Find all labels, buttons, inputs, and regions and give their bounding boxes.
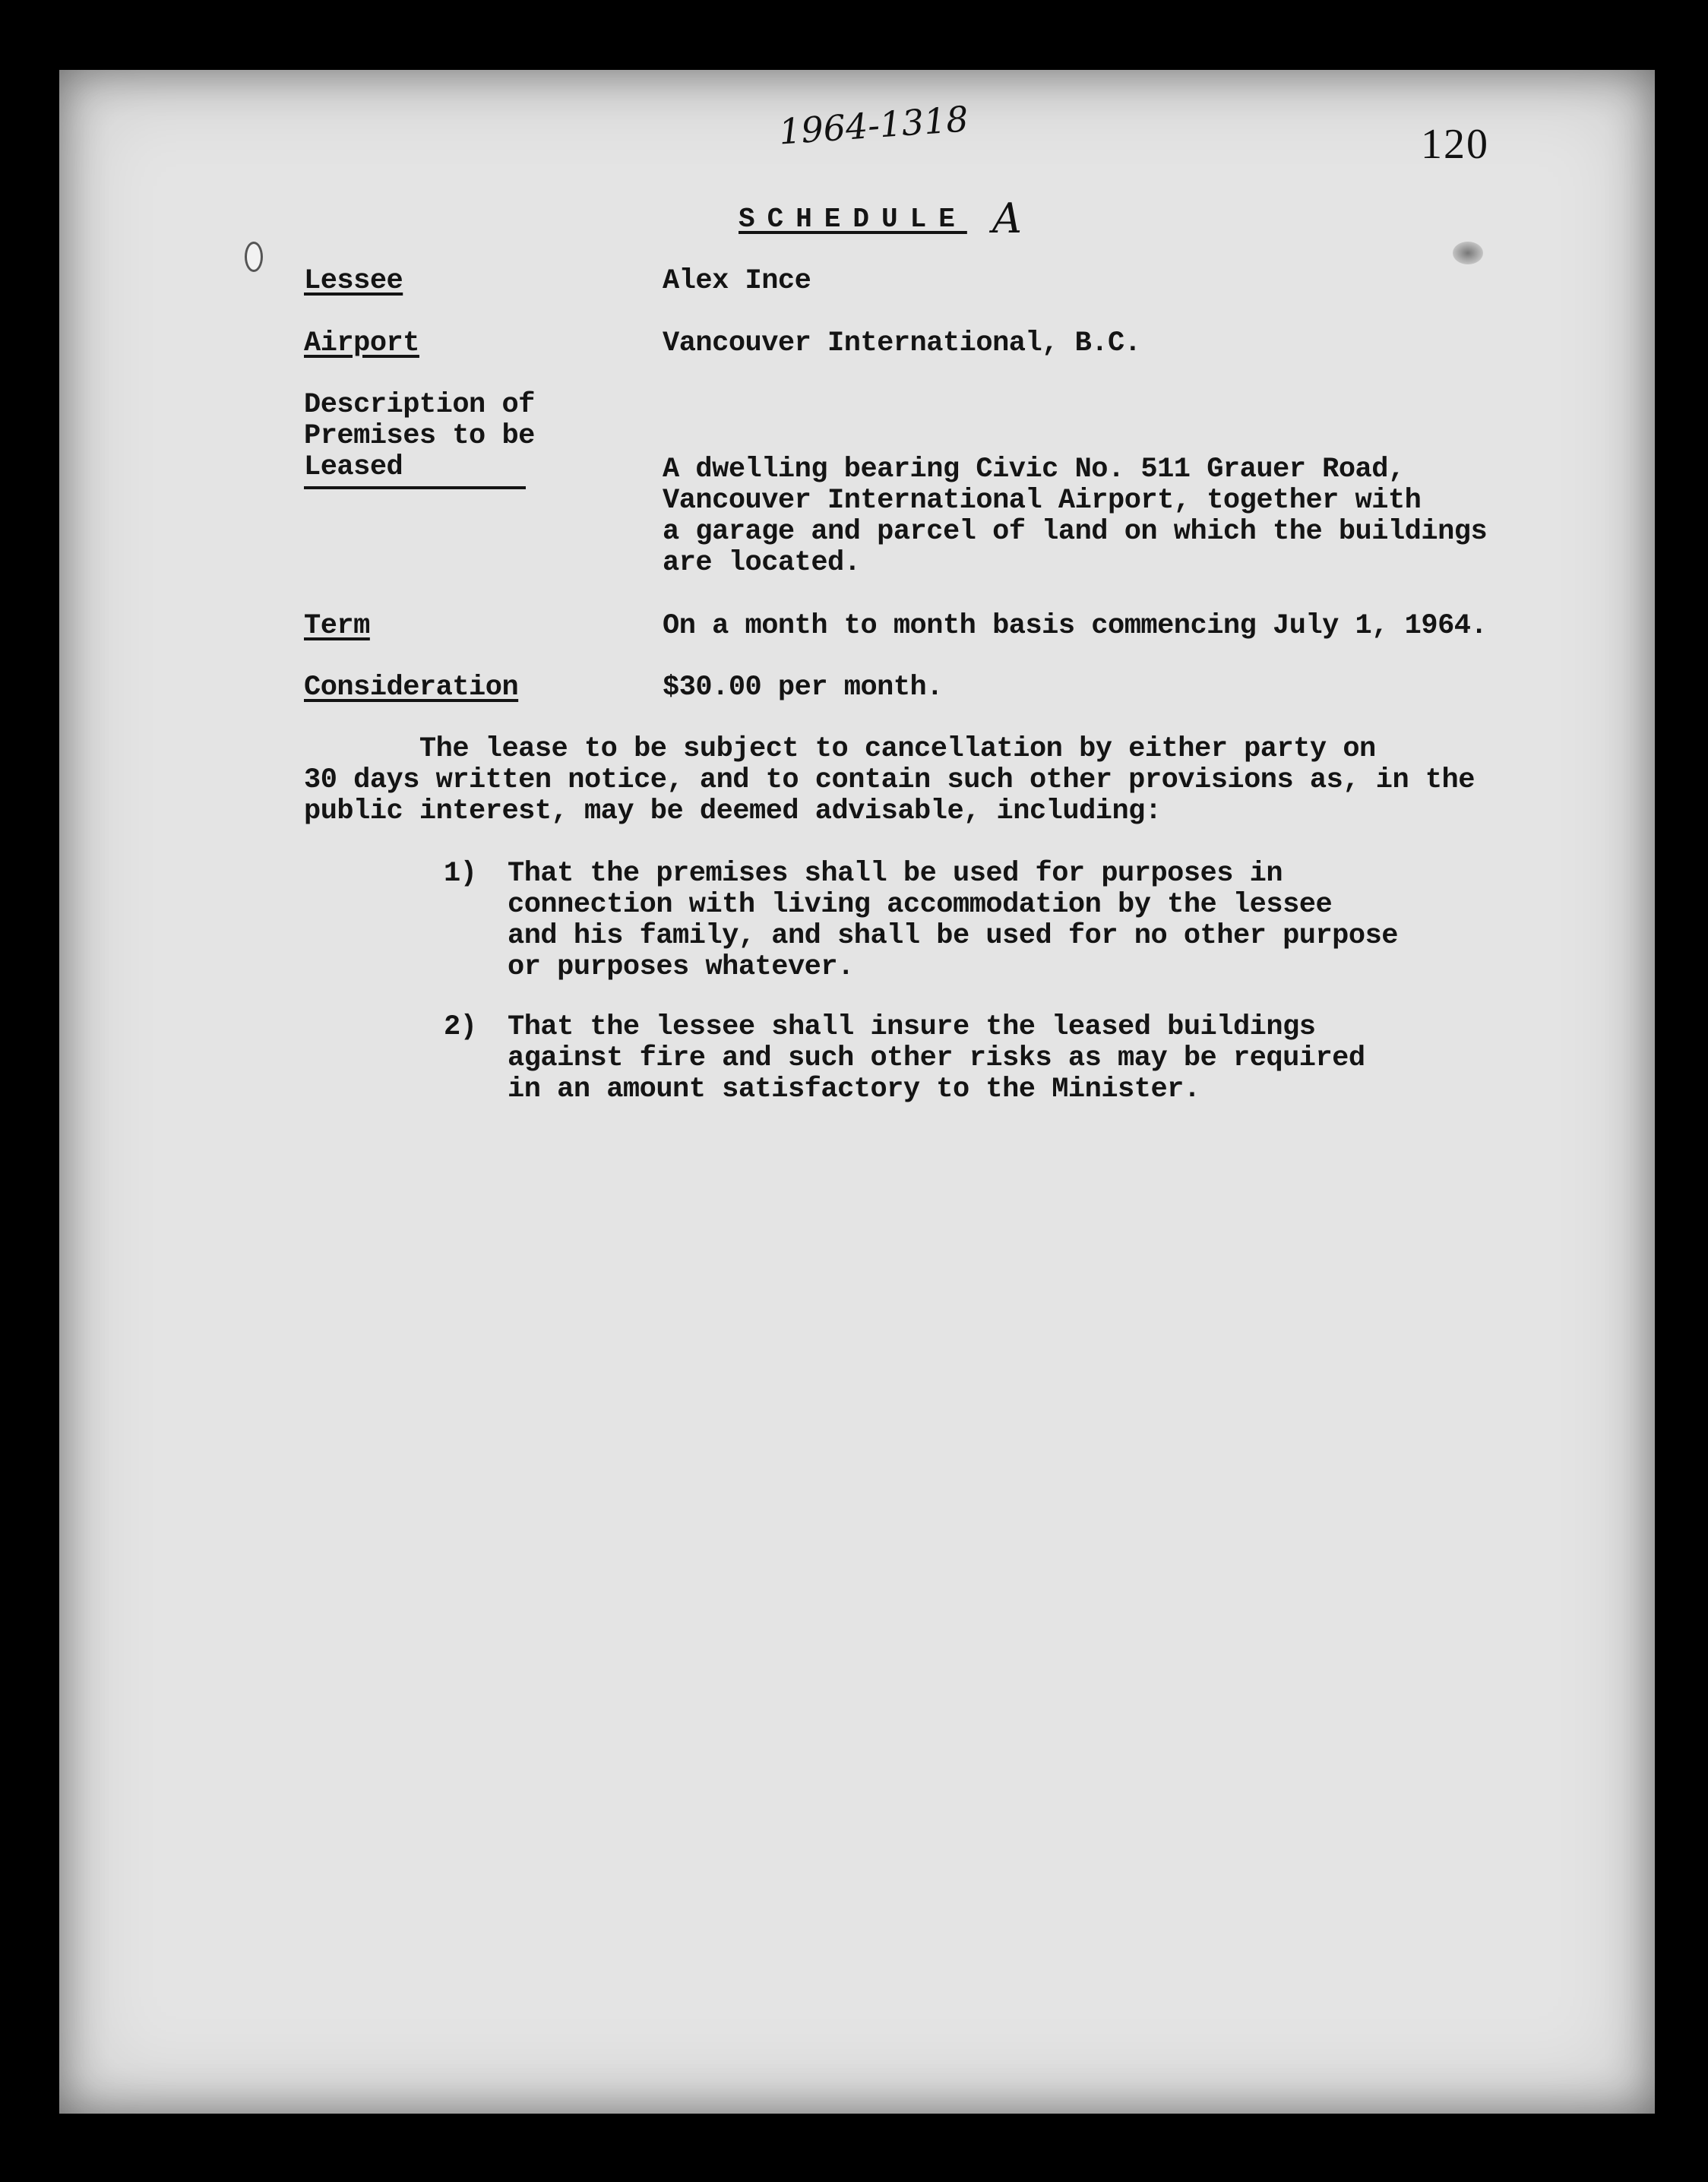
consideration-value: $30.00 per month. [663, 672, 943, 704]
condition-2-line-2: against fire and such other risks as may be required [508, 1042, 1365, 1074]
condition-1-number: 1) [444, 858, 477, 890]
premises-label-line-1: Description of [304, 389, 535, 421]
body-line-2: 30 days written notice, and to contain such other provisions as, in the [304, 764, 1475, 796]
consideration-label: Consideration [304, 672, 519, 704]
lessee-value: Alex Ince [663, 265, 811, 297]
airport-value: Vancouver International, B.C. [663, 327, 1141, 359]
airport-label: Airport [304, 327, 419, 359]
condition-1-line-1: That the premises shall be used for purposes in [508, 858, 1283, 890]
schedule-letter-handwritten: A [992, 194, 1022, 242]
premises-value-line-1: A dwelling bearing Civic No. 511 Grauer Road, [663, 454, 1405, 485]
body-line-1: The lease to be subject to cancellation by either party on [304, 733, 1376, 765]
handwritten-file-reference: 1964-1318 [777, 98, 970, 153]
premises-value-line-4: are located. [663, 547, 861, 579]
page-number: 120 [1421, 121, 1489, 168]
condition-1-line-2: connection with living accommodation by the lessee [508, 889, 1333, 921]
premises-value-line-2: Vancouver International Airport, together with [663, 485, 1422, 517]
ink-smudge [1453, 242, 1483, 264]
condition-2-line-3: in an amount satisfactory to the Minister. [508, 1074, 1200, 1105]
lessee-label: Lessee [304, 265, 403, 297]
premises-value-line-3: a garage and parcel of land on which the buildings [663, 516, 1488, 548]
term-label: Term [304, 610, 370, 642]
body-line-3: public interest, may be deemed advisable, including: [304, 795, 1162, 827]
condition-1-line-3: and his family, and shall be used for no other purpose [508, 920, 1398, 952]
condition-2-line-1: That the lessee shall insure the leased buildings [508, 1011, 1316, 1043]
premises-label-line-3: Leased [304, 451, 403, 483]
term-value: On a month to month basis commencing July 1, 1964. [663, 610, 1488, 642]
punch-hole-mark [245, 242, 263, 272]
condition-2-number: 2) [444, 1011, 477, 1043]
condition-1-line-4: or purposes whatever. [508, 951, 854, 983]
schedule-title: SCHEDULE [739, 204, 967, 235]
premises-label-underline [304, 486, 526, 489]
premises-label-line-2: Premises to be [304, 420, 535, 452]
